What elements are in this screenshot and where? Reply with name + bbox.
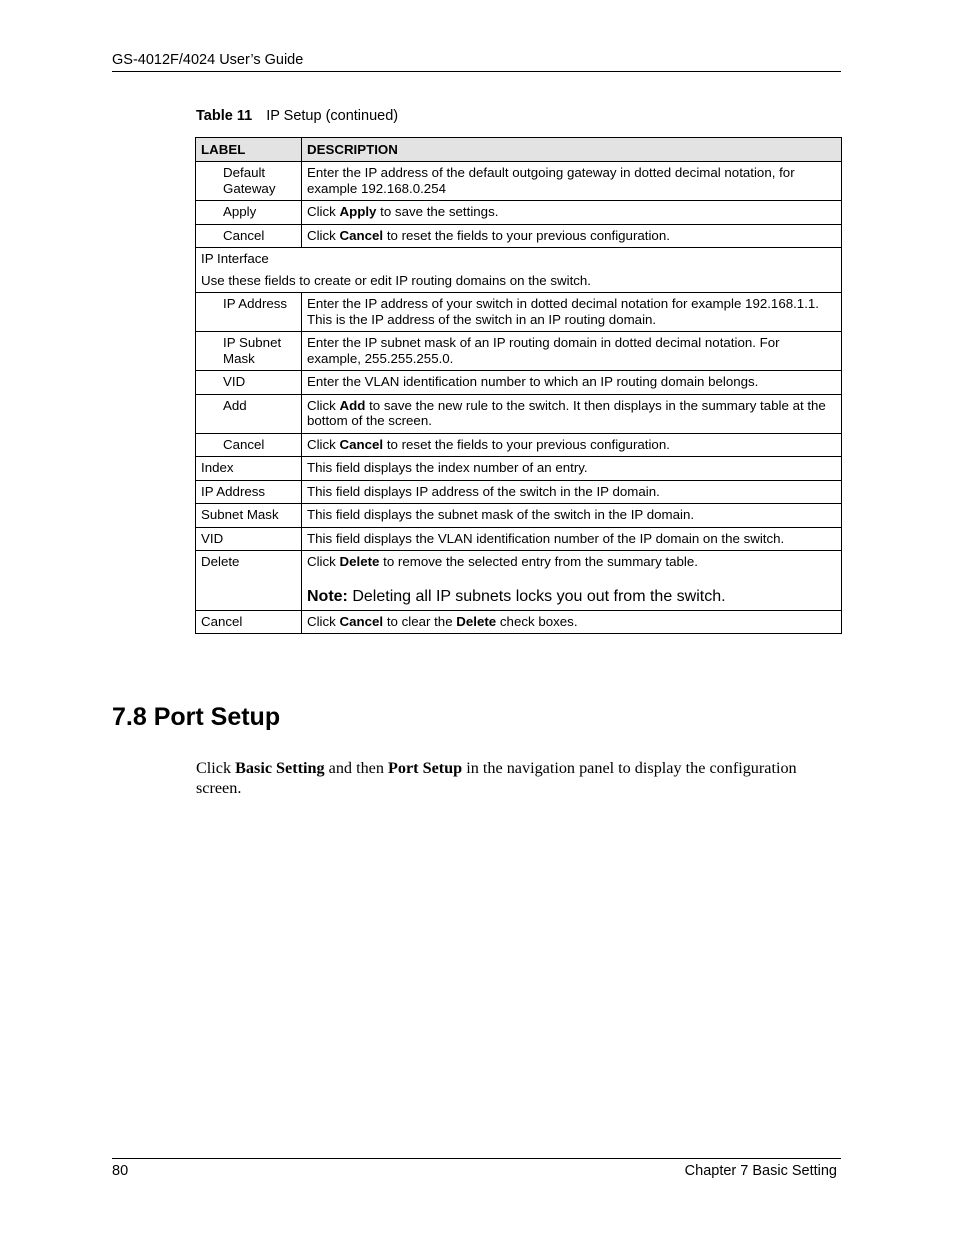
note <box>307 587 836 606</box>
table-row <box>196 162 842 201</box>
section-row <box>196 248 842 293</box>
body-paragraph: Click Basic Setting and then Port Setup in the navigation panel to display the configuration screen. <box>196 759 797 797</box>
label-column-header: LABEL <box>196 138 302 162</box>
section-cell <box>196 248 842 293</box>
table-row <box>196 504 842 528</box>
chapter-title: Chapter 7 Basic Setting <box>684 1163 837 1179</box>
row-label: VID <box>196 527 302 551</box>
table-number: Table 11 <box>196 108 253 124</box>
table-row <box>196 457 842 481</box>
table-header-row <box>196 138 842 162</box>
table-row <box>196 293 842 332</box>
running-footer <box>112 1158 841 1179</box>
row-description: Enter the IP address of the default outgoing gateway in dotted decimal notation, for example 192.168.0.254 <box>302 162 842 201</box>
row-label: Delete <box>196 551 302 611</box>
note-label: Note: <box>307 587 348 605</box>
row-description: Enter the VLAN identification number to which an IP routing domain belongs. <box>302 371 842 395</box>
row-label: Index <box>196 457 302 481</box>
row-label: Default Gateway <box>196 162 302 201</box>
row-description: Click Add to save the new rule to the switch. It then displays in the summary table at the bottom of the screen. <box>302 394 842 433</box>
row-label: Apply <box>196 201 302 225</box>
row-description: This field displays the VLAN identification number of the IP domain on the switch. <box>302 527 842 551</box>
section-label: IP Interface <box>201 251 269 266</box>
row-label: IP Address <box>196 293 302 332</box>
row-label: Cancel <box>196 610 302 634</box>
row-label: Subnet Mask <box>196 504 302 528</box>
table-row <box>196 433 842 457</box>
ip-setup-table <box>195 137 842 634</box>
note-text: Deleting all IP subnets locks you out from the switch. <box>347 587 726 605</box>
section-heading: 7.8 Port Setup <box>112 703 281 731</box>
table-caption <box>196 108 398 124</box>
description-column-header: DESCRIPTION <box>302 138 842 162</box>
row-description: Click Cancel to clear the Delete check boxes. <box>302 610 842 634</box>
row-label: VID <box>196 371 302 395</box>
table-row <box>196 527 842 551</box>
row-description: This field displays IP address of the switch in the IP domain. <box>302 480 842 504</box>
table-row <box>196 551 842 611</box>
running-header <box>112 52 841 72</box>
row-label: Cancel <box>196 433 302 457</box>
section-description: Use these fields to create or edit IP routing domains on the switch. <box>201 272 592 288</box>
page-number: 80 <box>112 1163 129 1179</box>
table-row <box>196 480 842 504</box>
table-row <box>196 394 842 433</box>
row-description: This field displays the index number of an entry. <box>302 457 842 481</box>
row-description: Click Delete to remove the selected entry from the summary table. Note: Deleting all IP subnets locks you out from the switch. <box>302 551 842 611</box>
table-row <box>196 610 842 634</box>
row-label: IP Address <box>196 480 302 504</box>
row-description: This field displays the subnet mask of the switch in the IP domain. <box>302 504 842 528</box>
table-row <box>196 332 842 371</box>
row-label: IP Subnet Mask <box>196 332 302 371</box>
row-description: Click Cancel to reset the fields to your previous configuration. <box>302 433 842 457</box>
table-title: IP Setup (continued) <box>266 108 399 124</box>
row-description: Enter the IP subnet mask of an IP routing domain in dotted decimal notation. For example, 255.255.255.0. <box>302 332 842 371</box>
row-description: Click Cancel to reset the fields to your previous configuration. <box>302 224 842 248</box>
table-row <box>196 224 842 248</box>
row-description: Click Apply to save the settings. <box>302 201 842 225</box>
table-row <box>196 201 842 225</box>
row-description: Enter the IP address of your switch in dotted decimal notation for example 192.168.1.1. This is the IP address of the switch in an IP routing domain. <box>302 293 842 332</box>
row-label: Cancel <box>196 224 302 248</box>
row-label: Add <box>196 394 302 433</box>
table-row <box>196 371 842 395</box>
guide-title: GS-4012F/4024 User’s Guide <box>112 52 304 68</box>
